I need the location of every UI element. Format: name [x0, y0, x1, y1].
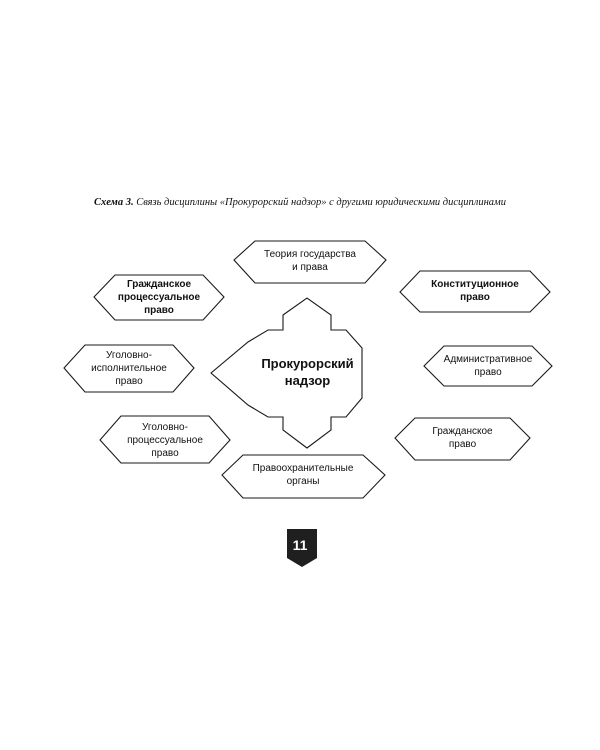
page-number: 11: [292, 537, 308, 553]
caption-text: Связь дисциплины «Прокурорский надзор» с другими юридическими дисциплинами: [133, 197, 506, 208]
node-constitutional-label: Конституционное право: [431, 279, 519, 303]
node-civil-procedure-label: Гражданское процессуальное право: [117, 279, 201, 316]
node-civil-label: Гражданское право: [432, 426, 493, 450]
node-penal-label: Уголовно- исполнительное право: [91, 350, 167, 387]
center-label: Прокурорский надзор: [261, 356, 354, 388]
caption-lead: Схема 3.: [94, 197, 134, 208]
node-theory-label: Теория государства и права: [264, 249, 356, 273]
node-administrative-label: Административное право: [443, 354, 533, 378]
node-criminal-procedure-label: Уголовно- процессуальное право: [127, 422, 203, 459]
node-law-enforcement-label: Правоохранительные органы: [252, 463, 354, 487]
